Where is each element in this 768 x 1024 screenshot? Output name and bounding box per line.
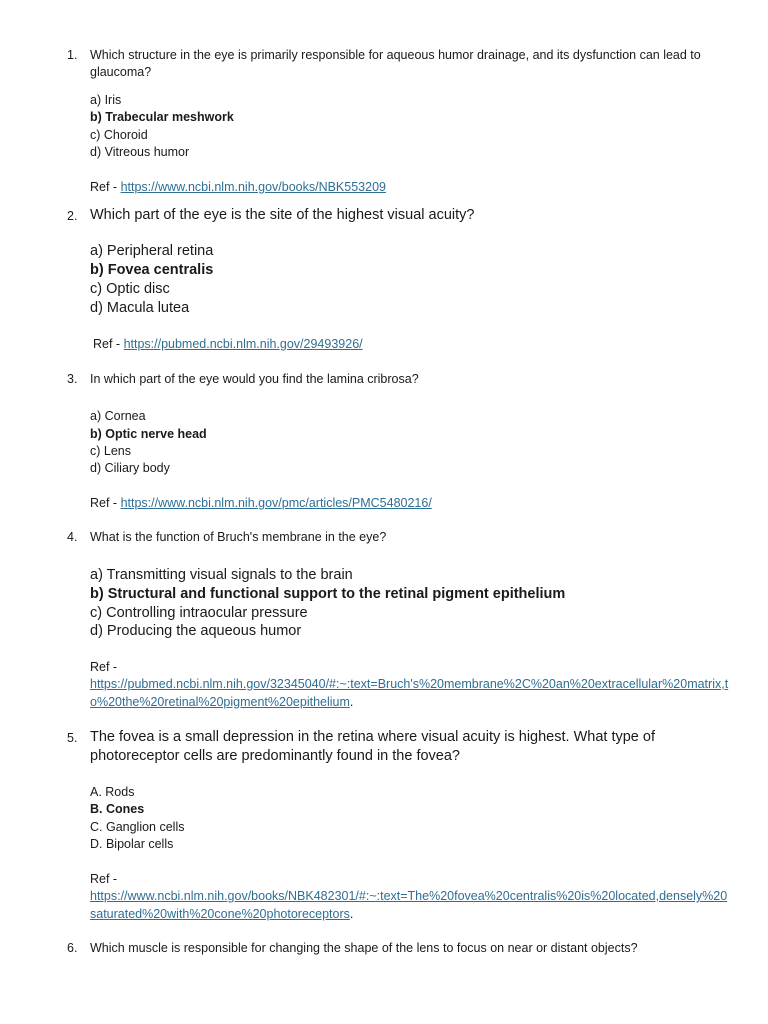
answer-option: C. Ganglion cells — [90, 820, 185, 834]
reference-label: Ref - — [90, 872, 118, 886]
question-number: 2. — [67, 209, 78, 223]
question-number: 6. — [67, 941, 78, 955]
answer-option: a) Cornea — [90, 409, 146, 423]
answer-option: a) Transmitting visual signals to the brain — [90, 567, 353, 583]
reference — [90, 676, 730, 711]
reference-label: Ref - — [90, 180, 121, 194]
reference — [90, 888, 730, 923]
reference-link[interactable]: https://www.ncbi.nlm.nih.gov/pmc/articles/PMC5480216/ — [120, 496, 432, 510]
question-text: The fovea is a small depression in the retina where visual acuity is highest. What type of photoreceptor cells are predominantly found in the fovea? — [90, 729, 655, 764]
correct-answer-option: b) Structural and functional support to the retinal pigment epithelium — [90, 586, 566, 602]
answer-option: c) Controlling intraocular pressure — [90, 605, 308, 621]
answer-option: c) Choroid — [90, 128, 148, 142]
reference-link[interactable]: https://pubmed.ncbi.nlm.nih.gov/32345040/#:~:text=Bruch's%20membrane%2C%20an%20extracellular%20matrix,to%20the%20retinal%20pigment%20epithelium — [90, 677, 729, 709]
reference-suffix: . — [349, 906, 354, 921]
reference — [93, 336, 363, 353]
question-number: 4. — [67, 530, 78, 544]
answer-option: d) Vitreous humor — [90, 145, 190, 159]
correct-answer-option: b) Fovea centralis — [90, 262, 214, 278]
reference — [90, 179, 386, 196]
reference-link[interactable]: https://pubmed.ncbi.nlm.nih.gov/29493926/ — [123, 337, 363, 351]
answer-option: c) Optic disc — [90, 281, 170, 297]
question-number: 5. — [67, 731, 78, 745]
reference-link[interactable]: https://www.ncbi.nlm.nih.gov/books/NBK553209 — [120, 180, 386, 194]
question-number: 1. — [67, 48, 78, 62]
answer-option: a) Iris — [90, 93, 122, 107]
question-number: 3. — [67, 372, 78, 386]
question-text: Which part of the eye is the site of the highest visual acuity? — [90, 207, 475, 223]
reference-suffix: . — [349, 694, 354, 709]
answer-option: a) Peripheral retina — [90, 243, 214, 259]
question-text: Which muscle is responsible for changing the shape of the lens to focus on near or distant objects? — [90, 941, 638, 955]
question-text: Which structure in the eye is primarily responsible for aqueous humor drainage, and its dysfunction can lead to glaucoma? — [90, 48, 701, 79]
reference-link[interactable]: https://www.ncbi.nlm.nih.gov/books/NBK482301/#:~:text=The%20fovea%20centralis%20is%20located,densely%20saturated%20with%20cone%20photoreceptors — [90, 889, 728, 921]
answer-option: d) Producing the aqueous humor — [90, 623, 302, 639]
correct-answer-option: b) Optic nerve head — [90, 427, 207, 441]
answer-option: d) Ciliary body — [90, 461, 170, 475]
question-text: What is the function of Bruch's membrane in the eye? — [90, 530, 387, 544]
answer-option: A. Rods — [90, 785, 135, 799]
correct-answer-option: B. Cones — [90, 802, 145, 816]
correct-answer-option: b) Trabecular meshwork — [90, 110, 234, 124]
question-text: In which part of the eye would you find the lamina cribrosa? — [90, 372, 419, 386]
reference-label: Ref - — [90, 496, 121, 510]
answer-option: c) Lens — [90, 444, 131, 458]
answer-option: D. Bipolar cells — [90, 837, 174, 851]
reference-label: Ref - — [93, 337, 124, 351]
answer-option: d) Macula lutea — [90, 300, 190, 316]
reference — [90, 495, 432, 512]
reference-label: Ref - — [90, 660, 118, 674]
